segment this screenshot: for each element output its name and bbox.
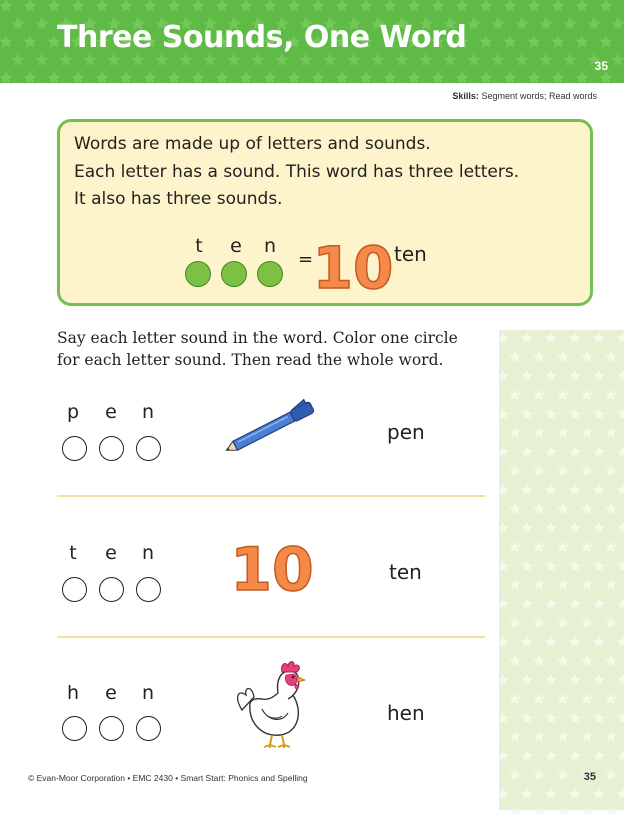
sound-circle[interactable] — [136, 716, 161, 741]
star-decoration — [311, 0, 325, 12]
star-decoration — [617, 484, 624, 495]
sound-dot-filled — [185, 261, 211, 287]
star-decoration — [551, 0, 565, 12]
star-decoration — [515, 17, 529, 30]
star-decoration — [581, 389, 593, 400]
star-decoration — [509, 427, 521, 438]
row-letter: p — [66, 401, 80, 423]
page-title: Three Sounds, One Word — [57, 20, 467, 55]
star-decoration — [0, 71, 13, 84]
star-decoration — [47, 0, 61, 12]
star-decoration — [509, 769, 521, 780]
example-letter: n — [263, 235, 277, 257]
star-decoration — [557, 731, 569, 742]
star-decoration — [521, 598, 533, 609]
star-decoration — [563, 17, 577, 30]
star-decoration — [509, 655, 521, 666]
star-decoration — [581, 617, 593, 628]
star-decoration — [503, 71, 517, 84]
star-decoration — [407, 0, 421, 12]
star-decoration — [521, 408, 533, 419]
star-decoration — [569, 408, 581, 419]
star-decoration — [509, 389, 521, 400]
star-decoration — [593, 674, 605, 685]
star-decoration — [287, 0, 301, 12]
star-decoration — [593, 446, 605, 457]
star-decoration — [617, 446, 624, 457]
star-decoration — [335, 71, 349, 84]
star-decoration — [119, 0, 133, 12]
star-decoration — [545, 484, 557, 495]
star-decoration — [515, 53, 529, 66]
star-decoration — [545, 370, 557, 381]
star-decoration — [557, 389, 569, 400]
star-decoration — [539, 17, 553, 30]
star-decoration — [527, 35, 541, 48]
star-decoration — [215, 71, 229, 84]
star-decoration — [455, 0, 469, 12]
star-decoration — [521, 332, 533, 343]
star-decoration — [509, 617, 521, 628]
star-decoration — [521, 484, 533, 495]
star-decoration — [497, 522, 509, 533]
star-decoration — [569, 674, 581, 685]
star-decoration — [95, 0, 109, 12]
star-decoration — [533, 807, 545, 814]
star-decoration — [491, 17, 505, 30]
star-decoration — [581, 807, 593, 814]
star-decoration — [47, 71, 61, 84]
star-decoration — [593, 484, 605, 495]
star-decoration — [521, 560, 533, 571]
star-decoration — [545, 712, 557, 723]
star-decoration — [497, 370, 509, 381]
star-decoration — [593, 788, 605, 799]
star-decoration — [521, 636, 533, 647]
star-decoration — [239, 71, 253, 84]
star-decoration — [569, 750, 581, 761]
star-decoration — [533, 769, 545, 780]
star-decoration — [563, 53, 577, 66]
star-decoration — [263, 71, 277, 84]
star-decoration — [581, 579, 593, 590]
example-letter: e — [230, 235, 242, 257]
star-decoration — [575, 0, 589, 12]
star-decoration — [521, 446, 533, 457]
star-decoration — [503, 0, 517, 12]
star-decoration — [335, 0, 349, 12]
star-decoration — [545, 598, 557, 609]
star-decoration — [533, 579, 545, 590]
star-decoration — [521, 522, 533, 533]
info-line: Words are made up of letters and sounds. — [74, 134, 431, 154]
star-decoration — [557, 655, 569, 666]
row-letter: t — [69, 542, 77, 564]
star-decoration — [611, 53, 624, 66]
star-decoration — [605, 503, 617, 514]
sound-circle[interactable] — [62, 577, 87, 602]
star-decoration — [521, 788, 533, 799]
star-decoration — [605, 541, 617, 552]
star-decoration — [509, 465, 521, 476]
number-ten-picture — [230, 532, 314, 605]
number-ten-picture — [312, 232, 394, 302]
star-decoration — [551, 35, 565, 48]
star-decoration — [497, 788, 509, 799]
star-decoration — [35, 17, 49, 30]
star-decoration — [617, 636, 624, 647]
star-decoration — [551, 71, 565, 84]
star-decoration — [533, 427, 545, 438]
star-decoration — [593, 408, 605, 419]
skills-label: Skills: — [452, 91, 479, 101]
page-number: 35 — [594, 59, 608, 73]
star-decoration — [311, 71, 325, 84]
star-decoration — [581, 465, 593, 476]
star-decoration — [35, 53, 49, 66]
directions — [57, 327, 458, 371]
example-letter: t — [195, 235, 203, 257]
directions-line: Say each letter sound in the word. Color one circle — [57, 329, 458, 347]
star-decoration — [497, 484, 509, 495]
star-decoration — [533, 617, 545, 628]
star-decoration — [545, 674, 557, 685]
star-decoration — [569, 332, 581, 343]
star-decoration — [143, 0, 157, 12]
star-decoration — [545, 332, 557, 343]
star-decoration — [431, 71, 445, 84]
star-decoration — [581, 731, 593, 742]
star-decoration — [545, 522, 557, 533]
star-decoration — [23, 0, 37, 12]
footer-page-number: 35 — [583, 771, 596, 783]
sound-circle[interactable] — [99, 436, 124, 461]
star-decoration — [215, 0, 229, 12]
star-decoration — [23, 35, 37, 48]
star-decoration — [467, 53, 481, 66]
star-pattern — [499, 330, 624, 810]
star-decoration — [605, 617, 617, 628]
row-word: ten — [389, 560, 422, 584]
star-decoration — [605, 427, 617, 438]
star-decoration — [431, 0, 445, 12]
star-decoration — [569, 560, 581, 571]
star-decoration — [557, 693, 569, 704]
star-decoration — [11, 17, 25, 30]
star-decoration — [11, 53, 25, 66]
sound-dot-filled — [257, 261, 283, 287]
row-letter: n — [141, 542, 155, 564]
star-decoration — [533, 655, 545, 666]
star-decoration — [533, 541, 545, 552]
star-decoration — [605, 579, 617, 590]
star-decoration — [407, 71, 421, 84]
star-decoration — [239, 0, 253, 12]
star-decoration — [533, 351, 545, 362]
star-decoration — [581, 351, 593, 362]
directions-line: for each letter sound. Then read the whole word. — [57, 351, 444, 369]
star-decoration — [533, 465, 545, 476]
row-letter: h — [66, 682, 80, 704]
star-decoration — [557, 351, 569, 362]
info-box — [57, 119, 593, 306]
star-decoration — [521, 750, 533, 761]
star-decoration — [527, 71, 541, 84]
star-decoration — [575, 35, 589, 48]
star-decoration — [545, 636, 557, 647]
star-decoration — [533, 389, 545, 400]
star-decoration — [497, 674, 509, 685]
star-decoration — [533, 731, 545, 742]
star-decoration — [569, 636, 581, 647]
row-letter: n — [141, 682, 155, 704]
star-decoration — [479, 35, 493, 48]
row-letter: e — [105, 401, 117, 423]
star-decoration — [581, 693, 593, 704]
star-decoration — [383, 71, 397, 84]
skills-line — [452, 91, 597, 101]
star-decoration — [383, 0, 397, 12]
star-decoration — [617, 408, 624, 419]
star-decoration — [587, 17, 601, 30]
star-decoration — [455, 71, 469, 84]
star-decoration — [569, 484, 581, 495]
star-decoration — [545, 750, 557, 761]
star-decoration — [599, 0, 613, 12]
star-decoration — [503, 35, 517, 48]
star-decoration — [23, 71, 37, 84]
star-decoration — [263, 0, 277, 12]
star-decoration — [569, 370, 581, 381]
star-decoration — [617, 750, 624, 761]
star-decoration — [605, 693, 617, 704]
skills-text: Segment words; Read words — [481, 91, 597, 101]
star-decoration — [497, 712, 509, 723]
star-decoration — [605, 769, 617, 780]
info-line: It also has three sounds. — [74, 189, 283, 209]
number-ten-text: 10 — [312, 234, 394, 302]
star-decoration — [605, 389, 617, 400]
star-decoration — [491, 53, 505, 66]
star-decoration — [497, 636, 509, 647]
hen-picture — [232, 655, 308, 751]
star-decoration — [569, 522, 581, 533]
sound-circle[interactable] — [62, 436, 87, 461]
star-decoration — [467, 17, 481, 30]
star-decoration — [509, 351, 521, 362]
sound-circle[interactable] — [99, 716, 124, 741]
star-decoration — [581, 427, 593, 438]
star-decoration — [509, 807, 521, 814]
star-decoration — [509, 541, 521, 552]
equals-sign: = — [298, 249, 314, 270]
row-word: hen — [387, 701, 425, 725]
star-decoration — [71, 0, 85, 12]
star-decoration — [593, 332, 605, 343]
star-decoration — [545, 560, 557, 571]
header-banner — [0, 0, 624, 83]
star-decoration — [593, 636, 605, 647]
star-decoration — [545, 446, 557, 457]
star-decoration — [527, 0, 541, 12]
row-divider — [57, 495, 485, 497]
star-decoration — [479, 0, 493, 12]
star-decoration — [605, 351, 617, 362]
star-decoration — [359, 0, 373, 12]
star-decoration — [611, 17, 624, 30]
star-decoration — [359, 71, 373, 84]
star-decoration — [143, 71, 157, 84]
star-decoration — [497, 598, 509, 609]
info-line: Each letter has a sound. This word has three letters. — [74, 162, 520, 182]
star-decoration — [533, 503, 545, 514]
row-letter: n — [141, 401, 155, 423]
star-decoration — [497, 332, 509, 343]
star-decoration — [617, 560, 624, 571]
star-decoration — [533, 693, 545, 704]
star-decoration — [593, 712, 605, 723]
star-decoration — [557, 541, 569, 552]
star-decoration — [167, 0, 181, 12]
star-decoration — [191, 0, 205, 12]
star-decoration — [539, 53, 553, 66]
sound-circle[interactable] — [136, 436, 161, 461]
example-word: ten — [394, 242, 427, 266]
star-decoration — [557, 427, 569, 438]
star-decoration — [569, 712, 581, 723]
pen-picture — [215, 398, 325, 458]
star-decoration — [581, 503, 593, 514]
star-decoration — [557, 617, 569, 628]
star-decoration — [119, 71, 133, 84]
star-decoration — [617, 598, 624, 609]
star-decoration — [617, 788, 624, 799]
star-decoration — [605, 731, 617, 742]
star-decoration — [497, 408, 509, 419]
star-decoration — [617, 712, 624, 723]
star-decoration — [593, 598, 605, 609]
row-divider — [57, 636, 485, 638]
star-decoration — [191, 71, 205, 84]
star-decoration — [617, 674, 624, 685]
star-decoration — [569, 446, 581, 457]
star-decoration — [95, 71, 109, 84]
number-ten-text: 10 — [230, 535, 314, 605]
star-decoration — [569, 788, 581, 799]
star-decoration — [509, 503, 521, 514]
star-decoration — [593, 370, 605, 381]
star-decoration — [545, 408, 557, 419]
star-decoration — [557, 807, 569, 814]
star-decoration — [479, 71, 493, 84]
star-decoration — [593, 522, 605, 533]
star-decoration — [545, 788, 557, 799]
star-decoration — [509, 731, 521, 742]
sound-circle[interactable] — [62, 716, 87, 741]
star-decoration — [599, 35, 613, 48]
row-letter: e — [105, 682, 117, 704]
star-decoration — [287, 71, 301, 84]
star-decoration — [0, 0, 13, 12]
star-decoration — [557, 465, 569, 476]
star-decoration — [593, 750, 605, 761]
star-decoration — [0, 35, 13, 48]
star-decoration — [617, 332, 624, 343]
star-decoration — [521, 370, 533, 381]
star-decoration — [497, 560, 509, 571]
row-letter: e — [105, 542, 117, 564]
star-decoration — [521, 712, 533, 723]
star-decoration — [605, 465, 617, 476]
star-decoration — [617, 370, 624, 381]
row-word: pen — [387, 420, 425, 444]
star-decoration — [557, 769, 569, 780]
star-decoration — [617, 522, 624, 533]
star-decoration — [521, 674, 533, 685]
sound-circle[interactable] — [136, 577, 161, 602]
star-decoration — [557, 503, 569, 514]
sound-circle[interactable] — [99, 577, 124, 602]
star-pattern-panel — [499, 330, 624, 810]
star-decoration — [575, 71, 589, 84]
star-decoration — [605, 807, 617, 814]
star-decoration — [581, 655, 593, 666]
sound-dot-filled — [221, 261, 247, 287]
star-decoration — [581, 541, 593, 552]
star-decoration — [605, 655, 617, 666]
star-decoration — [167, 71, 181, 84]
star-decoration — [557, 579, 569, 590]
star-decoration — [497, 750, 509, 761]
star-decoration — [497, 446, 509, 457]
star-decoration — [569, 598, 581, 609]
star-decoration — [71, 71, 85, 84]
star-decoration — [593, 560, 605, 571]
star-decoration — [509, 579, 521, 590]
star-decoration — [509, 693, 521, 704]
footer-copyright: © Evan-Moor Corporation • EMC 2430 • Smart Start: Phonics and Spelling — [28, 773, 308, 783]
